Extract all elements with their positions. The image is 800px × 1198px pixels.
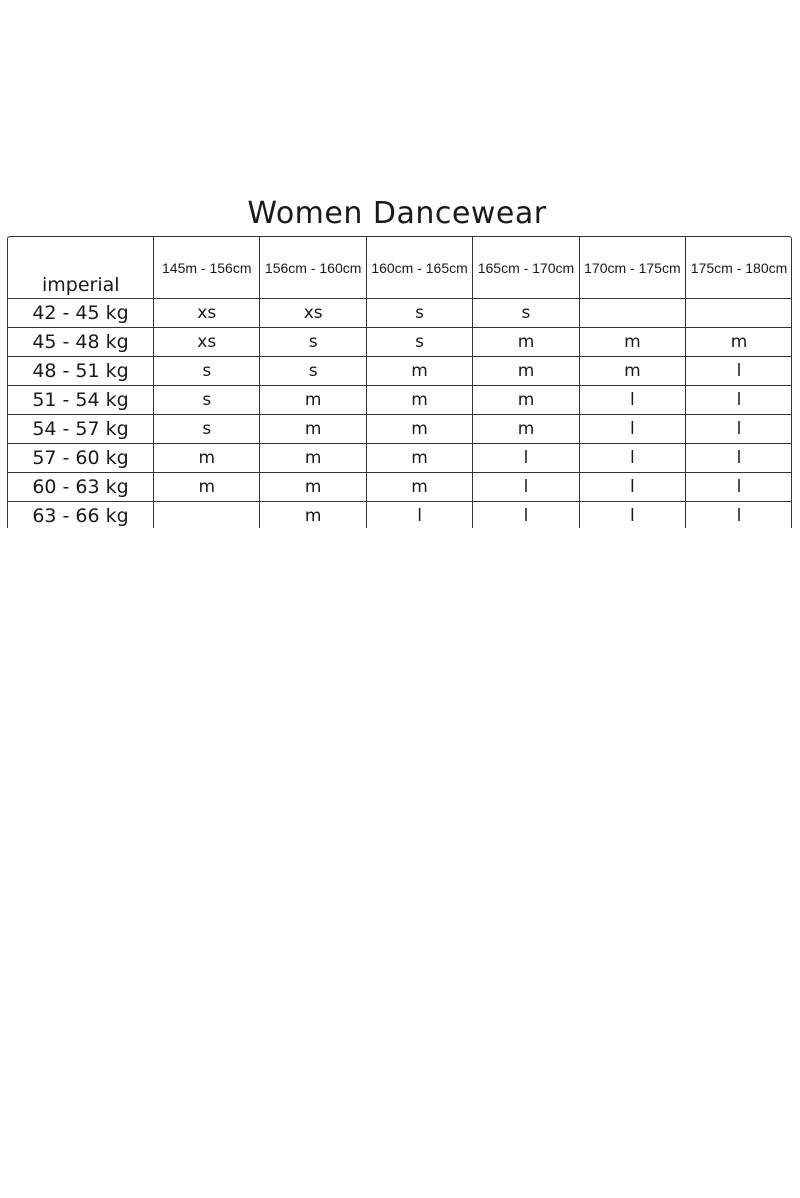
weight-range-cell: 54 - 57 kg: [8, 415, 154, 444]
column-header: 175cm - 180cm: [686, 237, 792, 299]
table-row: [8, 386, 792, 415]
size-cell: [154, 502, 260, 529]
size-cell: l: [579, 444, 685, 473]
size-cell: s: [366, 299, 472, 328]
size-cell: m: [366, 415, 472, 444]
size-cell: l: [473, 473, 579, 502]
size-cell: l: [473, 444, 579, 473]
size-cell: xs: [154, 299, 260, 328]
column-header: 145m - 156cm: [154, 237, 260, 299]
column-header: 170cm - 175cm: [579, 237, 685, 299]
size-cell: l: [579, 502, 685, 529]
size-cell: s: [366, 328, 472, 357]
column-header: 160cm - 165cm: [366, 237, 472, 299]
table-row: [8, 299, 792, 328]
size-cell: l: [579, 386, 685, 415]
size-cell: s: [154, 415, 260, 444]
table-row: [8, 444, 792, 473]
size-cell: m: [260, 502, 366, 529]
corner-label: imperial: [8, 237, 154, 299]
size-cell: m: [579, 357, 685, 386]
weight-range-cell: 42 - 45 kg: [8, 299, 154, 328]
size-cell: m: [260, 473, 366, 502]
size-cell: [686, 299, 792, 328]
weight-range-cell: 48 - 51 kg: [8, 357, 154, 386]
table-row: [8, 328, 792, 357]
table-row: [8, 473, 792, 502]
size-cell: m: [154, 473, 260, 502]
size-cell: m: [366, 357, 472, 386]
column-header: 165cm - 170cm: [473, 237, 579, 299]
size-cell: m: [473, 386, 579, 415]
size-cell: l: [686, 444, 792, 473]
size-chart-table: [8, 237, 792, 528]
size-cell: m: [366, 386, 472, 415]
size-cell: m: [473, 328, 579, 357]
size-cell: xs: [154, 328, 260, 357]
weight-range-cell: 60 - 63 kg: [8, 473, 154, 502]
size-cell: m: [366, 473, 472, 502]
size-cell: m: [260, 415, 366, 444]
size-cell: m: [260, 444, 366, 473]
size-cell: m: [366, 444, 472, 473]
size-cell: l: [686, 473, 792, 502]
column-header: 156cm - 160cm: [260, 237, 366, 299]
size-cell: xs: [260, 299, 366, 328]
size-cell: s: [154, 357, 260, 386]
size-cell: s: [260, 328, 366, 357]
size-cell: m: [473, 357, 579, 386]
size-cell: s: [154, 386, 260, 415]
size-cell: l: [473, 502, 579, 529]
size-cell: l: [579, 415, 685, 444]
size-cell: l: [579, 473, 685, 502]
header-row: [8, 237, 792, 299]
table-row: [8, 357, 792, 386]
table-row: [8, 415, 792, 444]
weight-range-cell: 51 - 54 kg: [8, 386, 154, 415]
weight-range-cell: 45 - 48 kg: [8, 328, 154, 357]
size-cell: s: [260, 357, 366, 386]
weight-range-cell: 63 - 66 kg: [8, 502, 154, 529]
weight-range-cell: 57 - 60 kg: [8, 444, 154, 473]
size-cell: m: [154, 444, 260, 473]
table-row: [8, 502, 792, 529]
size-cell: l: [686, 386, 792, 415]
size-cell: [579, 299, 685, 328]
size-cell: l: [686, 357, 792, 386]
size-cell: l: [366, 502, 472, 529]
size-cell: l: [686, 502, 792, 529]
size-chart-table-container: [7, 236, 792, 528]
size-cell: l: [686, 415, 792, 444]
page-title: Women Dancewear: [247, 196, 547, 231]
size-cell: m: [579, 328, 685, 357]
size-cell: m: [473, 415, 579, 444]
size-cell: s: [473, 299, 579, 328]
size-cell: m: [686, 328, 792, 357]
size-cell: m: [260, 386, 366, 415]
